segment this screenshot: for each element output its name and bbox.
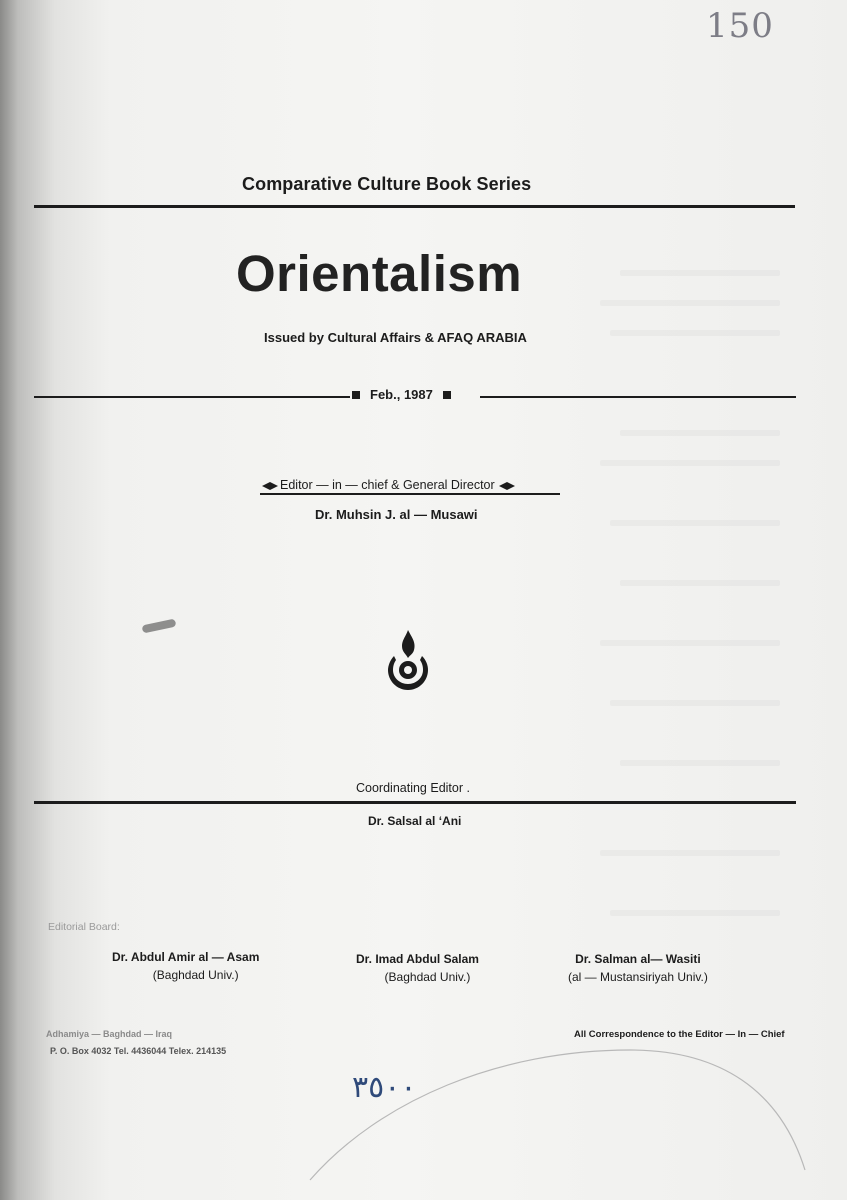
address-line-2: P. O. Box 4032 Tel. 4436044 Telex. 214135 [50, 1046, 227, 1056]
board-member [568, 952, 708, 984]
book-title: Orientalism [236, 245, 523, 302]
address-line-1: Adhamiya — Baghdad — Iraq [46, 1029, 173, 1039]
square-marker-right [443, 391, 451, 399]
editor-role [262, 478, 513, 492]
diamond-arrow-left-icon [262, 482, 276, 488]
rule-top [34, 205, 795, 208]
handwritten-price: ٣٥٠٠ [352, 1070, 417, 1105]
board-member-university: (al — Mustansiriyah Univ.) [568, 970, 708, 984]
editor-name: Dr. Muhsin J. al — Musawi [315, 507, 478, 522]
board-member-name: Dr. Imad Abdul Salam [356, 952, 479, 966]
issued-by: Issued by Cultural Affairs & AFAQ ARABIA [264, 330, 527, 345]
rule-coordinating [34, 801, 796, 804]
rule-date-right [480, 396, 796, 398]
diamond-arrow-right-icon [499, 482, 513, 488]
board-member [356, 952, 479, 984]
series-title: Comparative Culture Book Series [242, 174, 532, 194]
issue-date: Feb., 1987 [370, 387, 433, 402]
board-member-university: (Baghdad Univ.) [152, 968, 239, 982]
board-member [112, 950, 259, 982]
handwritten-note-top: 150 [706, 6, 774, 46]
rule-editor [260, 493, 560, 495]
publisher-logo-icon [386, 628, 430, 697]
rule-date-left [34, 396, 350, 398]
correspondence-note: All Correspondence to the Editor — In — Chief [574, 1029, 785, 1040]
square-marker-left [352, 391, 360, 399]
coordinating-editor-name: Dr. Salsal al ‘Ani [368, 814, 462, 828]
pencil-smudge [142, 619, 177, 634]
coordinating-editor-label: Coordinating Editor . [356, 781, 470, 795]
board-member-name: Dr. Abdul Amir al — Asam [112, 950, 260, 964]
editor-role-text: Editor — in — chief & General Director [280, 478, 495, 492]
pencil-curve-mark [300, 1030, 820, 1190]
editorial-board-label: Editorial Board: [48, 921, 120, 933]
date-block [352, 387, 451, 402]
board-member-name: Dr. Salman al— Wasiti [575, 952, 701, 966]
board-member-university: (Baghdad Univ.) [384, 970, 471, 984]
